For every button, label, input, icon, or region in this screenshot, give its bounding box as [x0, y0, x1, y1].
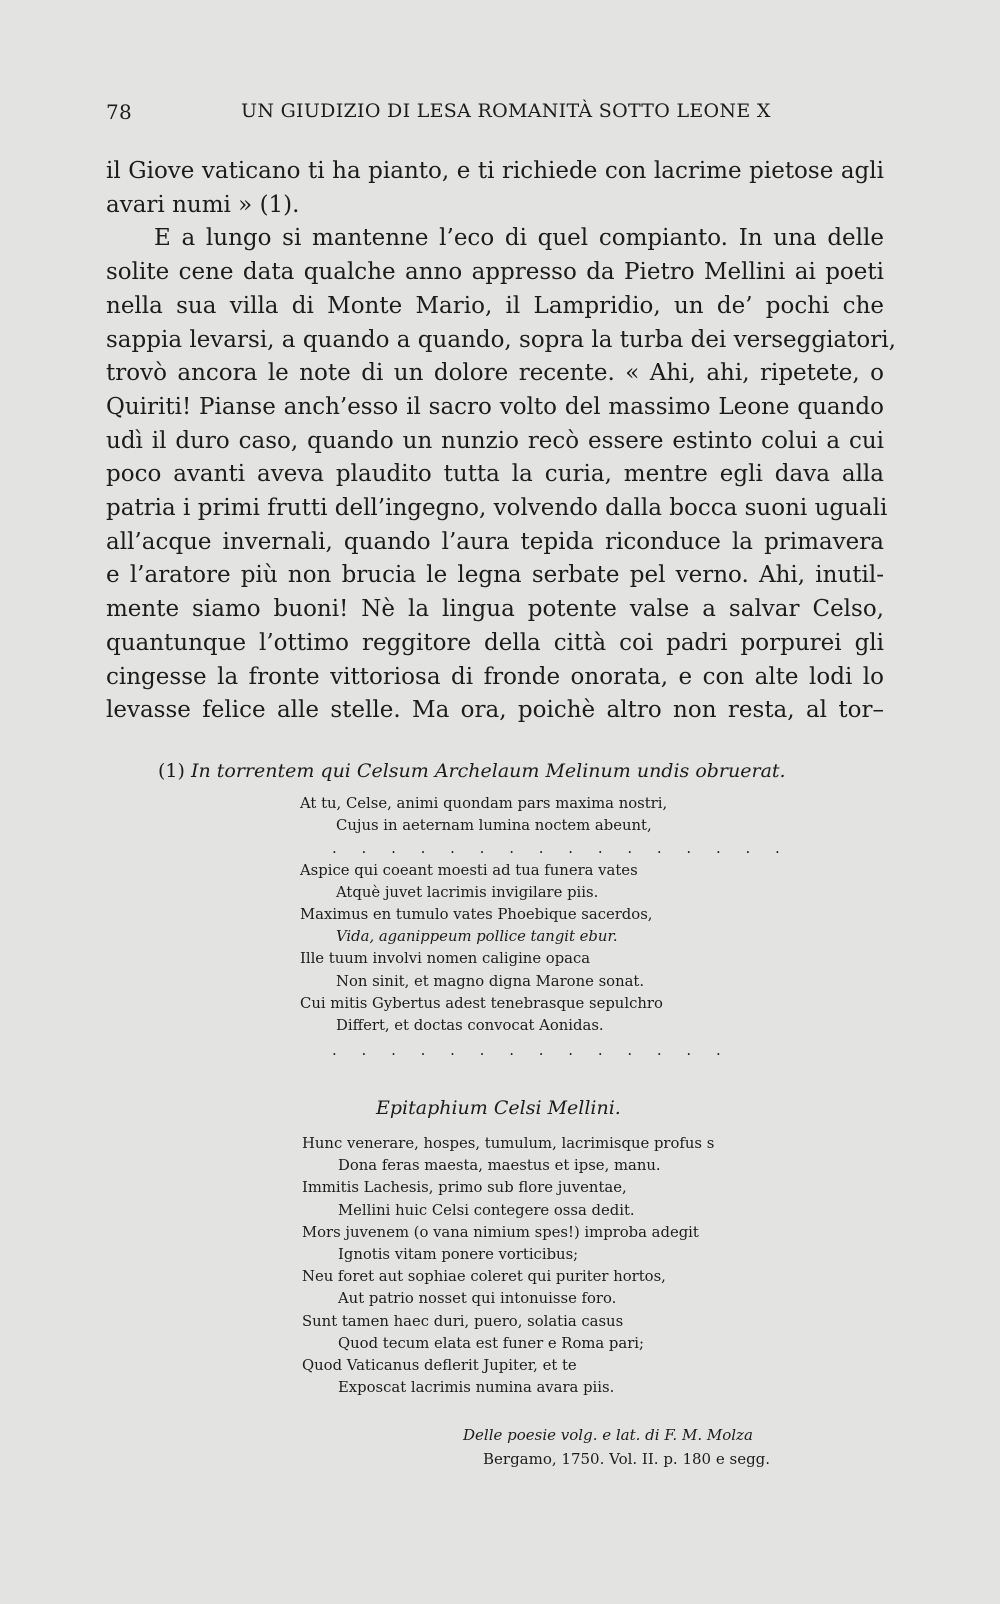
body-line: mente siamo buoni! Nè la lingua potente valse a salvar Celso,	[106, 596, 884, 623]
poem-line: Sunt tamen haec duri, puero, solatia casus	[302, 1312, 624, 1330]
body-line: avari numi » (1).	[106, 191, 300, 218]
citation-line: Bergamo, 1750. Vol. II. p. 180 e segg.	[483, 1450, 771, 1468]
body-line: trovò ancora le note di un dolore recente. « Ahi, ahi, ripetete, o	[106, 360, 884, 387]
poem-line: Exposcat lacrimis numina avara piis.	[338, 1379, 615, 1397]
poem-line: Quod tecum elata est funer e Roma pari;	[338, 1334, 645, 1352]
poem-line: Immitis Lachesis, primo sub flore juventae,	[302, 1179, 627, 1197]
body-line: patria i primi frutti dell’ingegno, volvendo dalla bocca suoni uguali	[106, 495, 888, 522]
body-line: poco avanti aveva plaudito tutta la curia, mentre egli dava alla	[106, 461, 884, 488]
body-line: cingesse la fronte vittoriosa di fronde onorata, e con alte lodi lo	[106, 663, 884, 690]
footnote-heading	[158, 760, 786, 782]
page-number: 78	[106, 100, 133, 124]
epitaph-title: Epitaphium Celsi Mellini.	[376, 1097, 621, 1119]
body-text	[106, 155, 896, 728]
poem-line: Neu foret aut sophiae coleret qui puriter hortos,	[302, 1268, 666, 1286]
body-line: quantunque l’ottimo reggitore della città coi padri porpurei gli	[106, 629, 884, 656]
body-line: all’acque invernali, quando l’aura tepida riconduce la primavera	[106, 528, 884, 555]
poem-line: Dona feras maesta, maestus et ipse, manu.	[338, 1157, 661, 1175]
poem-line: At tu, Celse, animi quondam pars maxima nostri,	[300, 795, 668, 812]
poem-line: Vida, aganippeum pollice tangit ebur.	[336, 928, 618, 946]
poem-line: Atquè juvet lacrimis invigilare piis.	[336, 883, 599, 901]
footnote-marker: (1)	[158, 760, 185, 782]
body-line: udì il duro caso, quando un nunzio recò essere estinto colui a cui	[106, 427, 884, 454]
poem-line: Ille tuum involvi nomen caligine opaca	[300, 950, 591, 968]
source-citation	[463, 1423, 770, 1471]
poem-line: Aspice qui coeant moesti ad tua funera vates	[300, 861, 638, 879]
body-line: il Giove vaticano ti ha pianto, e ti richiede con lacrime pietose agli	[106, 158, 884, 184]
elegy-poem	[300, 793, 790, 1061]
poem-line: Cujus in aeternam lumina noctem abeunt,	[336, 817, 652, 835]
citation-line: Delle poesie volg. e lat. di F. M. Molza	[463, 1426, 753, 1444]
poem-line: Mellini huic Celsi contegere ossa dedit.	[338, 1201, 635, 1219]
poem-line: Mors juvenem (o vana nimium spes!) improba adegit	[302, 1223, 699, 1241]
poem-line: Maximus en tumulo vates Phoebique sacerdos,	[300, 905, 653, 923]
ellipsis-dots: . . . . . . . . . . . . . . . .	[332, 839, 790, 858]
epitaph-poem	[302, 1133, 714, 1399]
running-title: UN GIUDIZIO DI LESA ROMANITÀ SOTTO LEONE X	[241, 100, 771, 122]
body-line: e l’aratore più non brucia le legna serbate pel verno. Ahi, inutil-	[106, 562, 884, 589]
body-line: nella sua villa di Monte Mario, il Lampridio, un de’ pochi che	[106, 292, 884, 319]
body-line: sappia levarsi, a quando a quando, sopra la turba dei verseggiatori,	[106, 326, 896, 353]
poem-line: Aut patrio nosset qui intonuisse foro.	[338, 1290, 617, 1308]
body-line: solite cene data qualche anno appresso da Pietro Mellini ai poeti	[106, 259, 884, 286]
poem-line: Ignotis vitam ponere vorticibus;	[338, 1245, 579, 1263]
body-line: E a lungo si mantenne l’eco di quel compianto. In una delle	[154, 225, 884, 252]
poem-line: Quod Vaticanus deflerit Jupiter, et te	[302, 1356, 577, 1374]
poem-line: Cui mitis Gybertus adest tenebrasque sepulchro	[300, 994, 663, 1012]
footnote-title: In torrentem qui Celsum Archelaum Melinum undis obruerat.	[190, 760, 786, 782]
poem-line: Hunc venerare, hospes, tumulum, lacrimisque profus s	[302, 1135, 715, 1152]
poem-line: Non sinit, et magno digna Marone sonat.	[336, 972, 645, 990]
body-line: levasse felice alle stelle. Ma ora, poichè altro non resta, al tor–	[106, 697, 884, 724]
body-line: Quiriti! Pianse anch’esso il sacro volto del massimo Leone quando	[106, 393, 884, 420]
ellipsis-dots: . . . . . . . . . . . . . .	[332, 1041, 731, 1060]
poem-line: Differt, et doctas convocat Aonidas.	[336, 1016, 604, 1034]
